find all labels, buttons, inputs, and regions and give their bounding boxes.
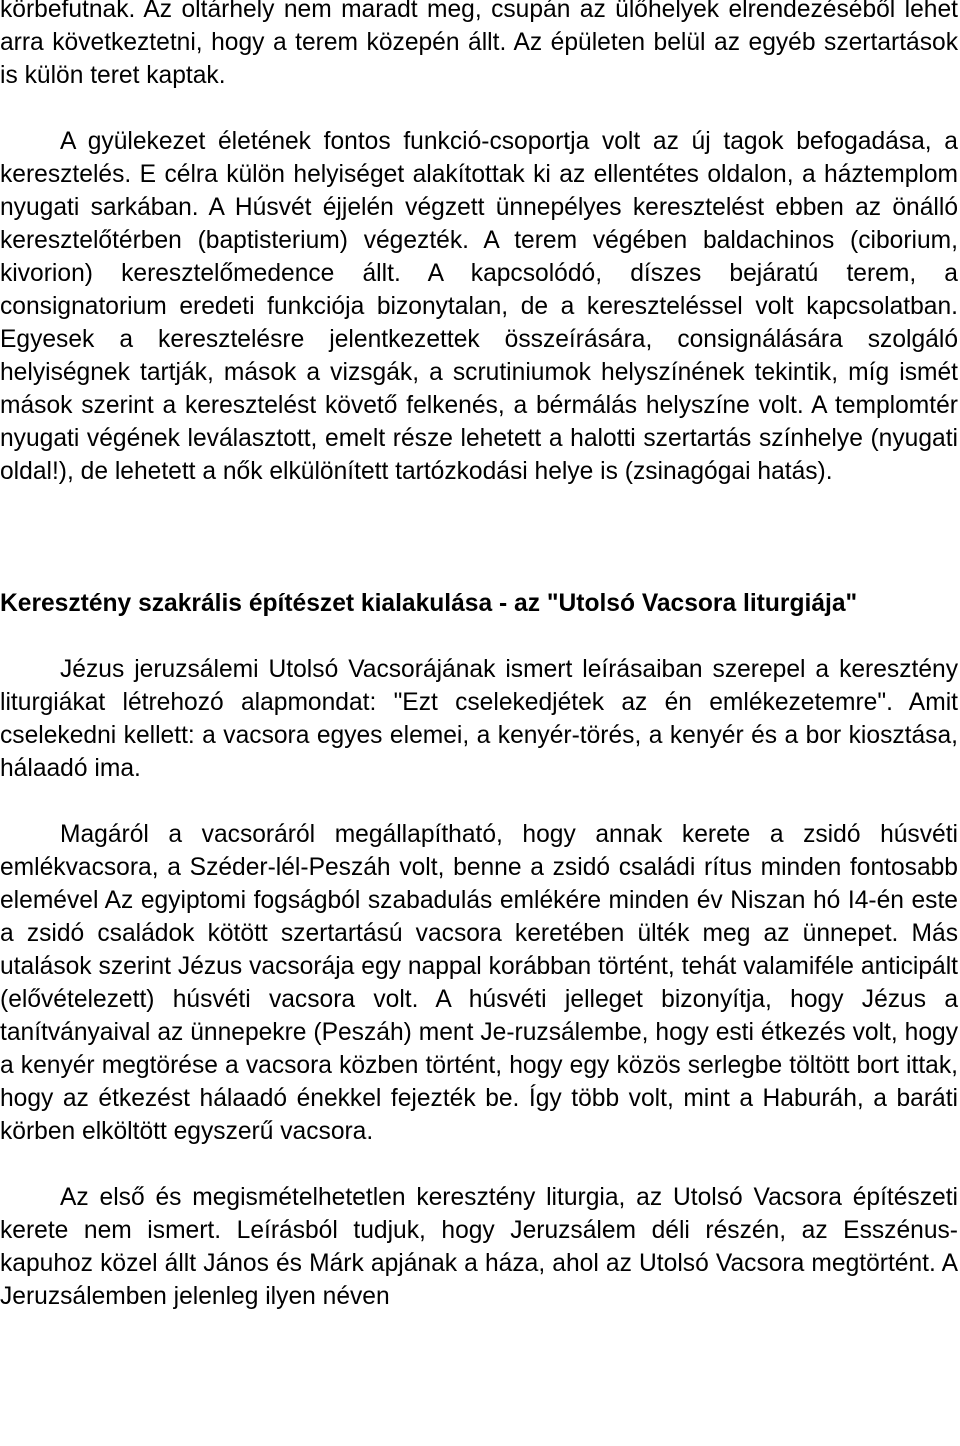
- paragraph-baptism: A gyülekezet életének fontos funkció-csoportja volt az új tagok befogadása, a keresztelés. E célra külön helyiséget alakítottak ki az ellentétes oldalon, a háztemplom nyugati sarkában. A Húsvét éjjelén végzett ünnepélyes keresztelést ebben az önálló keresztelőtérben (baptisterium) végezték. A terem végében baldachinos (ciborium, kivorion) keresztelőmedence állt. A kapcsolódó, díszes bejáratú terem, a consignatorium eredeti funkciója bizonytalan, de a kereszteléssel volt kapcsolatban. Egyesek a keresztelésre jelentkezettek összeírására, consignálására szolgáló helyiségnek tartják, mások a vizsgák, a scrutiniumok helyszínének tekintik, míg ismét mások szerint a keresztelést követő felkenés, a bérmálás helyszíne volt. A templomtér nyugati végének leválasztott, emelt része lehetett a halotti szertartás színhelye (nyugati oldal!), de lehetett a nők elkülönített tartózkodási helye is (zsinagógai hatás).: [0, 128, 958, 485]
- paragraph-last-supper-intro: Jézus jeruzsálemi Utolsó Vacsorájának ismert leírásaiban szerepel a keresztény liturgiákat létrehozó alapmondat: "Ezt cselekedjétek az én emlékezetemre". Amit cselekedni kellett: a vacsora egyes elemei, a kenyér-törés, a kenyér és a bor kiosztása, hálaadó ima.: [0, 656, 958, 782]
- paragraph-passover-meal: Magáról a vacsoráról megállapítható, hogy annak kerete a zsidó húsvéti emlékvacsora, a Széder-lél-Peszáh volt, benne a zsidó családi rítus minden fontosabb elemével Az egyiptomi fogságból szabadulás emlékére minden év Niszan hó I4-én este a zsidó családok kötött szertartású vacsora keretében ülték meg az ünnepet. Más utalások szerint Jézus vacsorája egy nappal korábban történt, tehát valamiféle anticipált (elővételezett) húsvéti vacsora volt. A húsvéti jelleget bizonyítja, hogy Jézus a tanítványaival az ünnepekre (Peszáh) ment Je-ruzsálembe, hogy esti étkezés volt, hogy a kenyér megtörése a vacsora közben történt, hogy egy közös serlegbe töltött bort ittak, hogy az étkezést hálaadó énekkel fejezték be. Így több volt, mint a Haburáh, a baráti körben elköltött egyszerű vacsora.: [0, 821, 958, 1145]
- paragraph-altar: körbefutnak. Az oltárhely nem maradt meg, csupán az ülőhelyek elrendezéséből lehet arra következtetni, hogy a terem közepén állt. Az épületen belül az egyéb szertartások is külön teret kaptak.: [0, 0, 958, 89]
- paragraph-spacer: [0, 620, 958, 653]
- section-heading: Keresztény szakrális építészet kialakulása - az "Utolsó Vacsora liturgiája": [0, 590, 858, 617]
- paragraph-spacer: [0, 1148, 958, 1181]
- paragraph-first-liturgy: Az első és megismételhetetlen keresztény liturgia, az Utolsó Vacsora építészeti kerete nem ismert. Leírásból tudjuk, hogy Jeruzsálem déli részén, az Esszénus-kapuhoz közel állt János és Márk apjának a háza, ahol az Utolsó Vacsora megtörtént. A Jeruzsálemben jelenleg ilyen néven: [0, 1184, 958, 1310]
- paragraph-spacer: [0, 92, 958, 125]
- paragraph-spacer: [0, 785, 958, 818]
- section-spacer: [0, 488, 958, 587]
